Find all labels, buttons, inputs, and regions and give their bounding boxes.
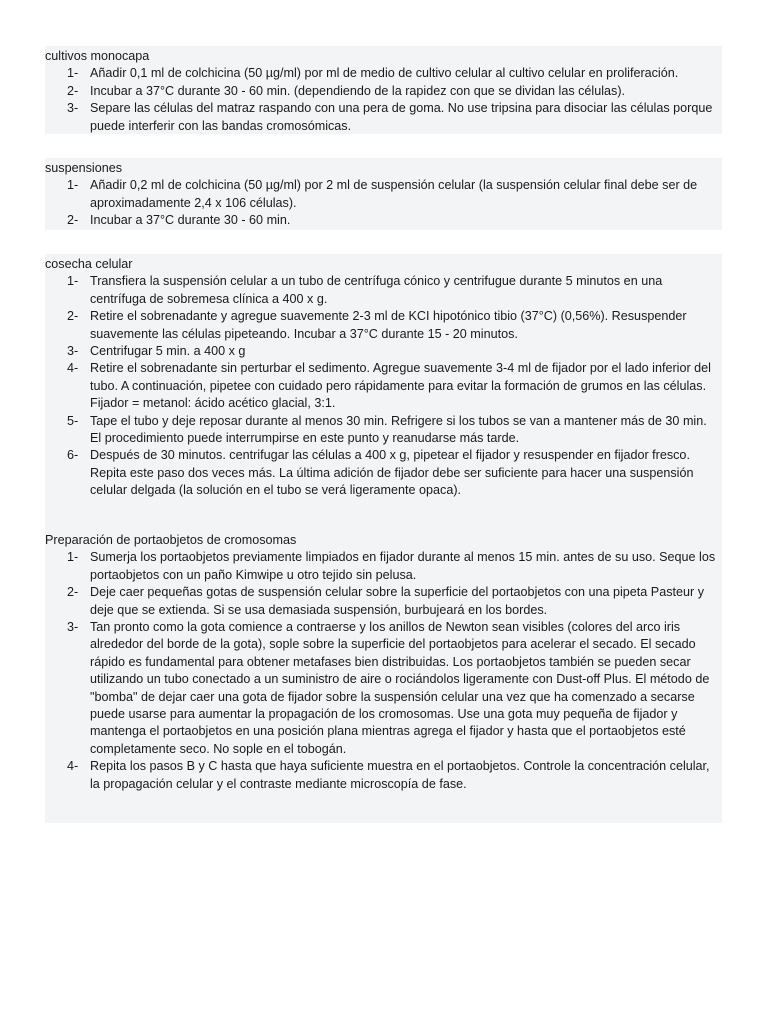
list-item	[45, 758, 722, 793]
step-number: 4-	[67, 759, 79, 774]
step-number: 1-	[67, 178, 79, 193]
list-item	[45, 65, 722, 82]
list-item	[45, 343, 722, 360]
list-item	[45, 100, 722, 135]
list-item	[45, 212, 722, 229]
step-number: 5-	[67, 413, 79, 428]
step-text: Incubar a 37°C durante 30 - 60 min. (dependiendo de la rapidez con que se dividan las células).	[90, 83, 626, 98]
steps-list	[45, 549, 722, 793]
section-title: Preparación de portaobjetos de cromosomas	[45, 533, 297, 547]
list-item	[45, 413, 722, 448]
section-title: cultivos monocapa	[45, 49, 150, 63]
step-text: Retire el sobrenadante y agregue suavemente 2-3 ml de KCI hipotónico tibio (37°C) (0,56%). Resuspender suavemente las células pipeteando. Incubar a 37°C durante 15 - 20 minutos.	[90, 309, 687, 341]
steps-list	[45, 273, 722, 499]
section-cosecha-celular	[45, 254, 722, 502]
step-number: 2-	[67, 213, 79, 228]
step-number: 1-	[67, 550, 79, 565]
step-text: Sumerja los portaobjetos previamente limpiados en fijador durante al menos 15 min. antes de su uso. Seque los portaobjetos con un paño Kimwipe u otro tejido sin pelusa.	[90, 550, 716, 582]
section-title: suspensiones	[45, 161, 123, 175]
step-text: Añadir 0,1 ml de colchicina (50 µg/ml) por ml de medio de cultivo celular al cultivo celular en proliferación.	[90, 66, 679, 81]
step-text: Centrifugar 5 min. a 400 x g	[90, 344, 246, 359]
step-number: 1-	[67, 274, 79, 289]
step-number: 2-	[67, 83, 79, 98]
list-item	[45, 360, 722, 412]
step-text: Incubar a 37°C durante 30 - 60 min.	[90, 213, 291, 228]
list-item	[45, 619, 722, 758]
step-number: 2-	[67, 309, 79, 324]
step-number: 1-	[67, 66, 79, 81]
section-suspensiones	[45, 158, 722, 230]
step-number: 4-	[67, 361, 79, 376]
step-text: Deje caer pequeñas gotas de suspensión celular sobre la superficie del portaobjetos con una pipeta Pasteur y deje que se extienda. Si se usa demasiada suspensión, burbujeará en los bordes.	[90, 585, 704, 617]
list-item	[45, 584, 722, 619]
step-text: Tan pronto como la gota comience a contraerse y los anillos de Newton sean visibles (colores del arco iris alrededor del borde de la gota), sople sobre la superficie del portaobjetos para acelerar el secado. El secado rápido es fundamental para obtener metafases bien distribuidas. Los portaobjetos también se pueden secar utilizando un tubo conectado a un suministro de aire o rociándolos ligeramente con Dust-off Plus. El método de "bomba" de dejar caer una gota de fijador sobre la suspensión celular una vez que ha comenzado a secarse puede usarse para aumentar la propagación de los cromosomas. Use una gota muy pequeña de fijador y mantenga el portaobjetos en una posición plana mientras agrega el fijador y hasta que el portaobjetos esté completamente seco. No sople en el tobogán.	[90, 620, 710, 756]
list-item	[45, 549, 722, 584]
step-number: 3-	[67, 344, 79, 359]
step-text: Tape el tubo y deje reposar durante al menos 30 min. Refrigere si los tubos se van a mantener más de 30 min. El procedimiento puede interrumpirse en este punto y reanudarse más tarde.	[90, 413, 707, 446]
list-item	[45, 273, 722, 308]
list-item	[45, 447, 722, 499]
section-footer-band	[45, 808, 722, 823]
section-preparacion-portaobjetos	[45, 502, 722, 808]
list-item	[45, 308, 722, 343]
step-text: Retire el sobrenadante sin perturbar el sedimento. Agregue suavemente 3-4 ml de fijador por el lado inferior del tubo. A continuación, pipetee con cuidado pero rápidamente para evitar la formación de grumos en las células. Fijador = metanol: ácido acético glacial, 3:1.	[90, 361, 711, 411]
list-item	[45, 177, 722, 212]
section-title: cosecha celular	[45, 257, 133, 271]
step-number: 6-	[67, 448, 79, 463]
steps-list	[45, 65, 722, 135]
list-item	[45, 83, 722, 100]
step-text: Añadir 0,2 ml de colchicina (50 µg/ml) por 2 ml de suspensión celular (la suspensión celular final debe ser de aproximadamente 2,4 x 106 células).	[90, 178, 698, 210]
step-number: 3-	[67, 620, 79, 635]
steps-list	[45, 177, 722, 229]
step-text: Después de 30 minutos. centrifugar las células a 400 x g, pipetear el fijador y resuspender en fijador fresco. Repita este paso dos veces más. La última adición de fijador debe ser suficiente para hacer una suspensión celular delgada (la solución en el tubo se verá ligeramente opaca).	[90, 448, 694, 498]
step-text: Repita los pasos B y C hasta que haya suficiente muestra en el portaobjetos. Controle la concentración celular, la propagación celular y el contraste mediante microscopía de fase.	[90, 759, 710, 791]
section-cultivos-monocapa	[45, 46, 722, 134]
step-text: Transfiera la suspensión celular a un tubo de centrífuga cónico y centrifugue durante 5 minutos en una centrífuga de sobremesa clínica a 400 x g.	[90, 274, 663, 306]
step-text: Separe las células del matraz raspando con una pera de goma. No use tripsina para disociar las células porque puede interferir con las bandas cromosómicas.	[90, 101, 713, 133]
step-number: 2-	[67, 585, 79, 600]
step-number: 3-	[67, 101, 79, 116]
